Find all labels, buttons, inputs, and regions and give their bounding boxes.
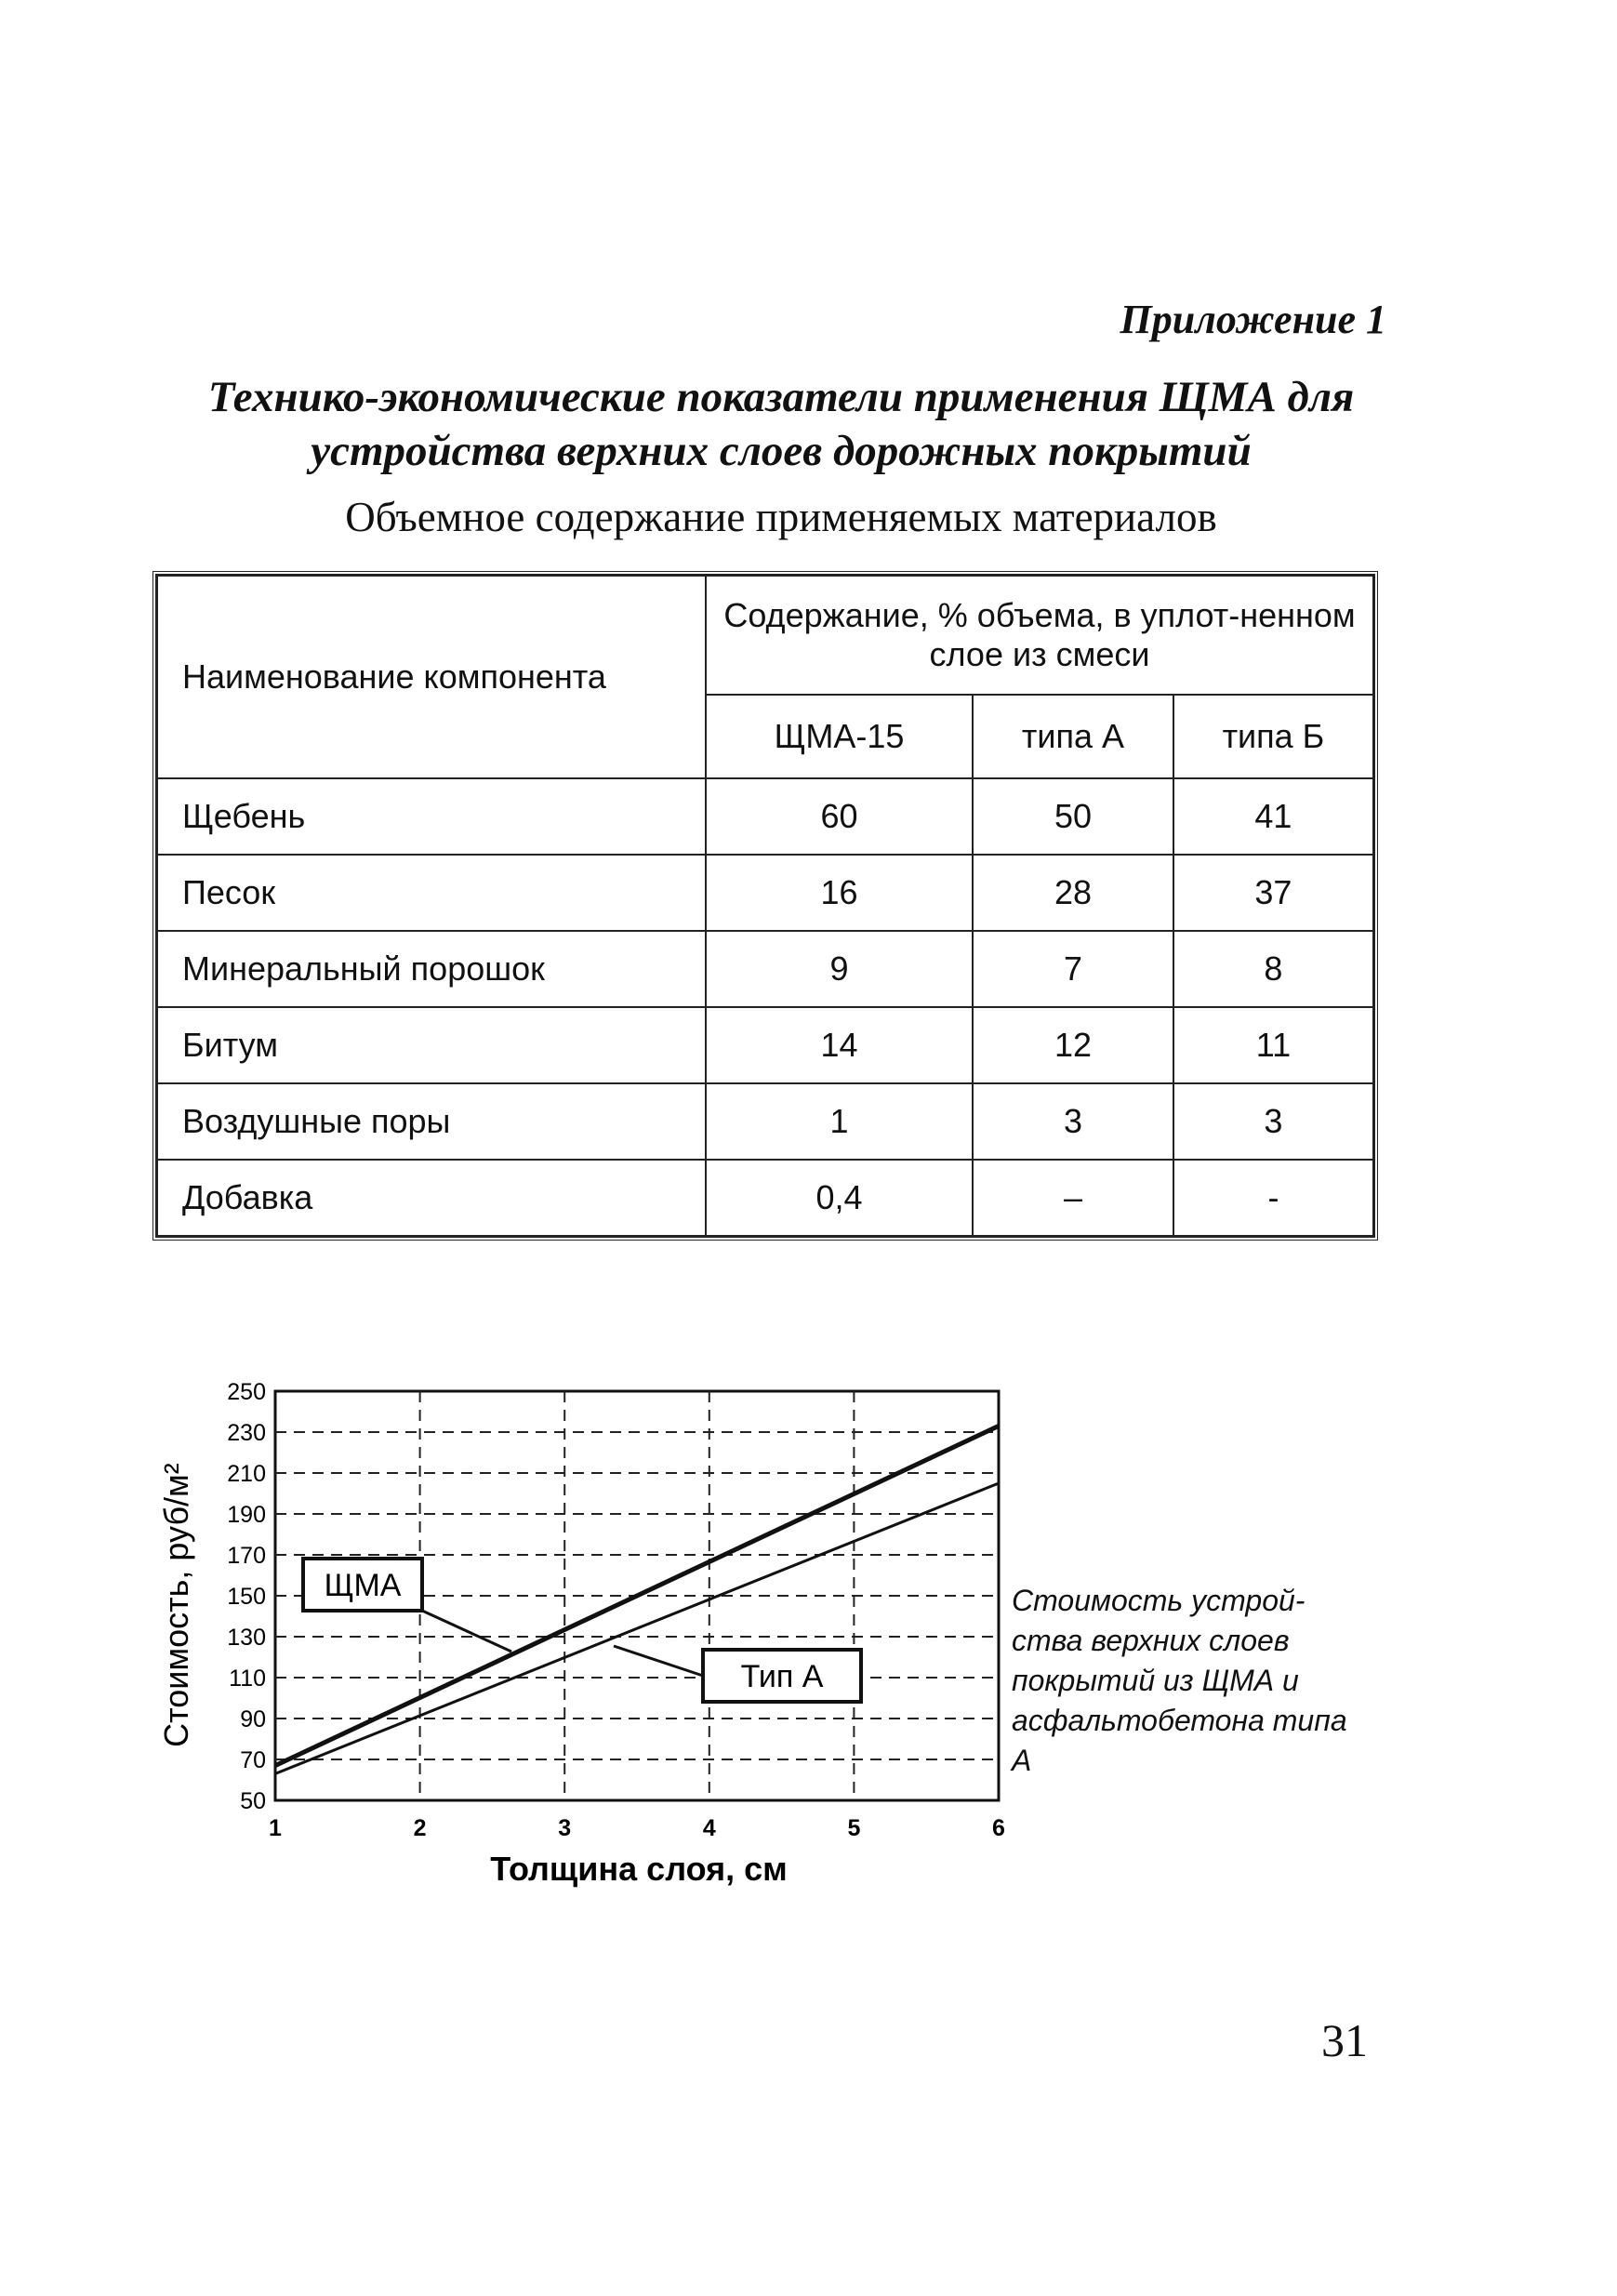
cell-value: 28 — [973, 855, 1173, 931]
header-component-name: Наименование компонента — [157, 576, 706, 778]
table-row — [157, 778, 1373, 855]
y-axis-label: Стоимость, руб/м² — [157, 1463, 195, 1747]
cell-value: 41 — [1173, 778, 1373, 855]
y-tick-label: 170 — [227, 1543, 266, 1569]
cell-value: 8 — [1173, 931, 1373, 1007]
table-row — [157, 855, 1373, 931]
x-tick-label: 5 — [847, 1815, 861, 1841]
y-tick-label: 250 — [227, 1379, 266, 1405]
y-tick-label: 210 — [227, 1461, 266, 1487]
row-label: Добавка — [157, 1160, 706, 1236]
cell-value: – — [973, 1160, 1173, 1236]
row-label: Щебень — [157, 778, 706, 855]
y-tick-label: 110 — [229, 1666, 266, 1692]
title-line-2: устройства верхних слоев дорожных покрытий — [311, 427, 1252, 475]
cell-value: 3 — [973, 1083, 1173, 1160]
cost-chart — [139, 1367, 1014, 1906]
table-row — [157, 931, 1373, 1007]
cell-value: 1 — [706, 1083, 973, 1160]
x-tick-label: 1 — [269, 1815, 282, 1841]
cell-value: - — [1173, 1160, 1373, 1236]
cell-value: 37 — [1173, 855, 1373, 931]
appendix-label: Приложение 1 — [1120, 297, 1386, 342]
table-row — [157, 1007, 1373, 1083]
row-label: Воздушные поры — [157, 1083, 706, 1160]
y-tick-label: 230 — [227, 1420, 266, 1446]
table-row — [157, 1083, 1373, 1160]
materials-table — [152, 571, 1378, 1241]
page-title — [149, 370, 1413, 478]
x-tick-label: 2 — [413, 1815, 427, 1841]
cell-value: 9 — [706, 931, 973, 1007]
row-label: Битум — [157, 1007, 706, 1083]
cell-value: 11 — [1173, 1007, 1373, 1083]
table-row — [157, 1160, 1373, 1236]
y-tick-label: 70 — [240, 1747, 266, 1773]
page-number: 31 — [1321, 2014, 1368, 2066]
y-tick-label: 150 — [227, 1584, 266, 1610]
row-label: Песок — [157, 855, 706, 931]
y-tick-label: 50 — [240, 1788, 266, 1814]
header-type-a: типа А — [973, 695, 1173, 778]
cell-value: 60 — [706, 778, 973, 855]
y-tick-label: 190 — [227, 1502, 266, 1528]
x-tick-label: 3 — [558, 1815, 572, 1841]
row-label: Минеральный порошок — [157, 931, 706, 1007]
cell-value: 50 — [973, 778, 1173, 855]
y-tick-label: 90 — [240, 1706, 266, 1732]
x-tick-label: 6 — [992, 1815, 1005, 1841]
title-line-1: Технико-экономические показатели применения ЩМА для — [207, 373, 1355, 421]
header-shma15: ЩМА-15 — [706, 695, 973, 778]
cell-value: 12 — [973, 1007, 1173, 1083]
cell-value: 14 — [706, 1007, 973, 1083]
header-content: Содержание, % объема, в уплот-ненном слое из смеси — [706, 576, 1373, 695]
y-tick-label: 130 — [227, 1625, 266, 1651]
cell-value: 0,4 — [706, 1160, 973, 1236]
series-label: ЩМА — [324, 1568, 402, 1603]
table-title: Объемное содержание применяемых материалов — [345, 494, 1217, 540]
chart-caption: Стоимость устрой-ства верхних слоев покрытий из ЩМА и асфальтобетона типа А — [1012, 1584, 1347, 1777]
header-type-b: типа Б — [1173, 695, 1373, 778]
x-tick-label: 4 — [702, 1815, 716, 1841]
cell-value: 16 — [706, 855, 973, 931]
cell-value: 7 — [973, 931, 1173, 1007]
cell-value: 3 — [1173, 1083, 1373, 1160]
x-axis-label: Толщина слоя, см — [490, 1850, 788, 1888]
series-label: Тип А — [740, 1659, 824, 1694]
